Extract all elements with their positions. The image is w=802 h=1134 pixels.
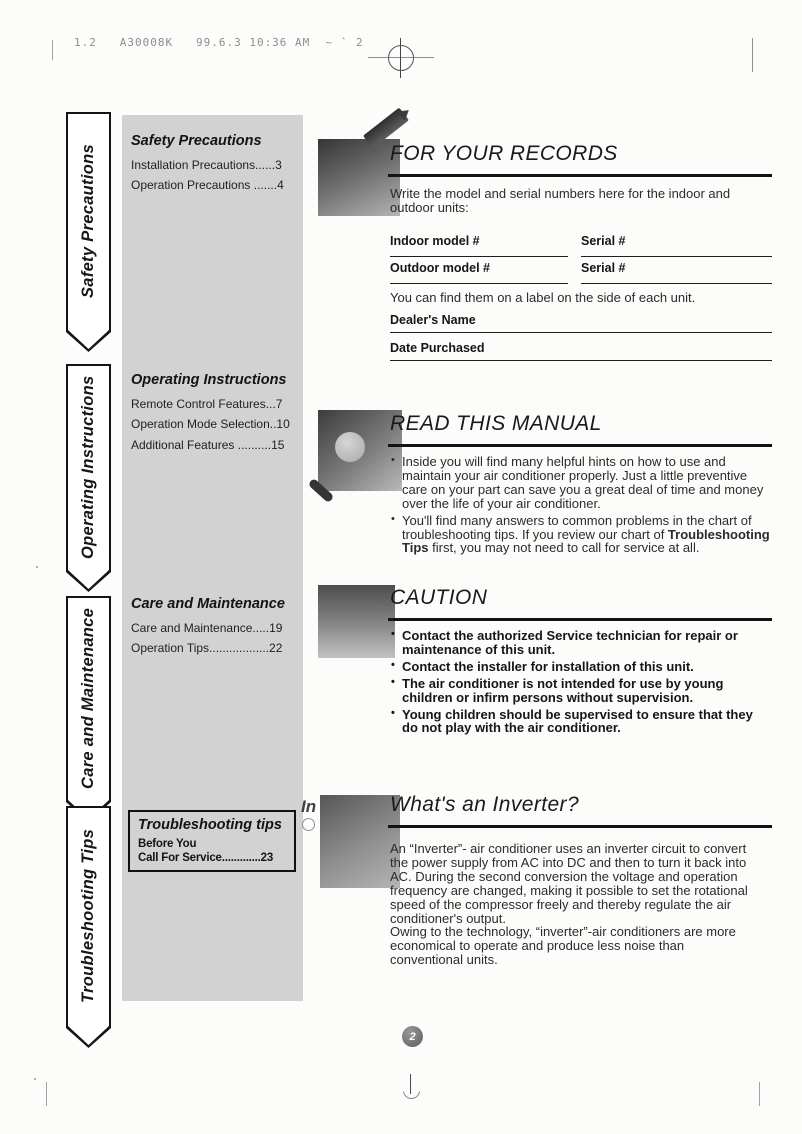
form-row: [390, 257, 772, 284]
toc-section-title: Operating Instructions: [131, 372, 287, 388]
toc-section-safety-precautions: [131, 133, 303, 196]
inverter-logo-fragment: In: [301, 797, 317, 816]
outdoor-model-field: Outdoor model #: [390, 257, 568, 284]
section-caution: [390, 586, 772, 738]
toc-item: Operation Tips..................22: [131, 641, 283, 656]
toc-box-title: Troubleshooting tips: [138, 817, 282, 833]
bullet-text: Inside you will find many helpful hints on how to use and maintain your air conditioner properly. Just a little preventive care on your part can save you a great deal of time and money over the life of your air conditioner.: [402, 454, 764, 511]
toc-item: Installation Precautions......3: [131, 158, 282, 172]
bullet-item: [390, 455, 772, 511]
section-title: FOR YOUR RECORDS: [390, 142, 618, 165]
inverter-logo-ring-icon: [302, 818, 315, 831]
inverter-photo: [320, 795, 400, 888]
side-tab-safety-precautions: [66, 112, 111, 352]
heading-rule: [388, 825, 772, 828]
side-tab-care-and-maintenance: [66, 596, 111, 822]
registration-circle: [388, 45, 414, 71]
bullet-text-bold: Troubleshooting Tips: [402, 526, 770, 556]
form-row: [390, 230, 772, 257]
heading-rule: [388, 444, 772, 447]
bullet-text: You'll find many answers to common problems in the chart of troubleshooting tips. If you review our chart of: [402, 512, 752, 542]
caution-bullet-list: [390, 629, 772, 735]
toc-box-line: Before You: [138, 838, 197, 850]
date-purchased-field: Date Purchased: [390, 333, 772, 361]
section-title: What's an Inverter?: [390, 793, 580, 816]
section-whats-an-inverter: [390, 793, 772, 967]
manual-bullet-list: [390, 455, 772, 555]
crop-tick-bottom-left: [46, 1082, 47, 1106]
tab-label: Operating Instructions: [79, 375, 97, 559]
magnifier-lens-icon: [335, 432, 365, 462]
page-number-badge: 2: [402, 1026, 423, 1047]
heading-rule: [388, 174, 772, 177]
records-note: You can find them on a label on the side of each unit.: [390, 289, 696, 305]
toc-column: [122, 115, 303, 1001]
inverter-paragraph: An “Inverter”- air conditioner uses an inverter circuit to convert the power supply from AC into DC and then to turn it back into AC. During the second conversion the voltage and operation frequency are changed, making it possible to set the rotational speed of the compressor freely and thereby regulate the air conditioner's output.: [390, 841, 748, 926]
toc-item: Remote Control Features...7: [131, 397, 283, 411]
caution-photo: [318, 585, 395, 658]
toc-section-operating-instructions: [131, 372, 303, 455]
bullet-item: [390, 514, 772, 556]
registration-arc: [403, 1082, 420, 1099]
toc-item: Operation Mode Selection..10: [131, 417, 290, 432]
side-tab-troubleshooting-tips: [66, 806, 111, 1048]
bullet-item: • Contact the installer for installation of this unit.: [390, 660, 772, 674]
section-for-your-records: [390, 142, 772, 361]
tab-label: Care and Maintenance: [79, 607, 97, 789]
tab-label: Safety Precautions: [79, 144, 97, 298]
toc-section-title: Safety Precautions: [131, 133, 262, 149]
records-photo: [318, 139, 400, 216]
tab-label: Troubleshooting Tips: [79, 828, 97, 1004]
bullet-text: first, you may not need to call for service at all.: [428, 540, 700, 556]
records-intro: Write the model and serial numbers here for the indoor and outdoor units:: [390, 186, 731, 215]
toc-item: Operation Precautions .......4: [131, 178, 284, 193]
section-title: READ THIS MANUAL: [390, 412, 602, 435]
inverter-paragraph: Owing to the technology, “inverter”-air conditioners are more economical to operate and produce less noise than conventional units.: [390, 924, 736, 968]
indoor-serial-field: Serial #: [581, 230, 772, 257]
toc-box-line: Call For Service.............23: [138, 852, 274, 865]
bullet-item: • Contact the authorized Service technician for repair or maintenance of this unit.: [390, 629, 772, 657]
registration-mark-bottom: [402, 1074, 420, 1100]
scan-speck: [36, 566, 38, 568]
toc-box-troubleshooting-tips: [128, 810, 296, 872]
scan-speck: [34, 1078, 36, 1080]
outdoor-serial-field: Serial #: [581, 257, 772, 284]
registration-line-vertical: [410, 1074, 411, 1094]
bullet-item: • The air conditioner is not intended for use by young children or infirm persons without supervision.: [390, 677, 772, 705]
toc-section-title: Care and Maintenance: [131, 596, 285, 612]
toc-item: Additional Features ..........15: [131, 437, 285, 452]
dealer-name-field: Dealer's Name: [390, 305, 772, 333]
crop-tick-top-left: [52, 40, 53, 60]
bullet-item: • Young children should be supervised to ensure that they do not play with the air conditioner.: [390, 708, 772, 736]
crop-tick-top-right: [752, 38, 753, 72]
print-slug: 1.2 A30008K 99.6.3 10:36 AM ~ ` 2: [74, 36, 364, 49]
indoor-model-field: Indoor model #: [390, 230, 568, 257]
side-tab-operating-instructions: [66, 364, 111, 592]
heading-rule: [388, 618, 772, 621]
magnifier-handle-icon: [308, 478, 335, 503]
crop-tick-bottom-right: [759, 1082, 760, 1106]
registration-mark-top: [368, 38, 434, 78]
toc-item: Care and Maintenance.....19: [131, 621, 283, 635]
section-read-this-manual: [390, 412, 772, 558]
records-form: [390, 230, 772, 361]
toc-section-care-and-maintenance: [131, 596, 303, 659]
section-title: CAUTION: [390, 586, 488, 609]
